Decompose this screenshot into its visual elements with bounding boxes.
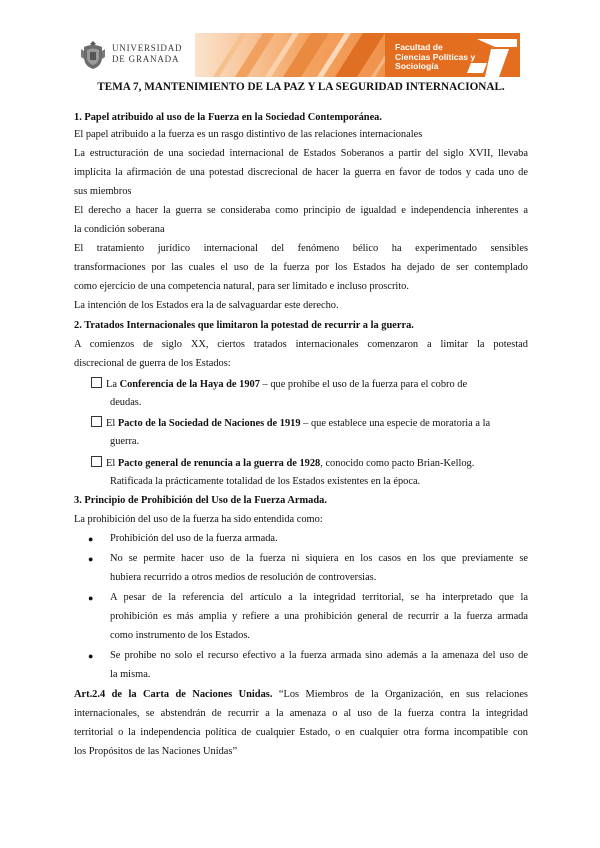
- bullet-icon: ●: [88, 534, 94, 544]
- crest-icon: [80, 40, 106, 70]
- treaty-continuation: Ratificada la prácticamente totalidad de los Estados existentes en la época.: [110, 476, 421, 487]
- treaty-name: Pacto general de renuncia a la guerra de 1928: [117, 458, 321, 469]
- checkbox-icon: [91, 416, 102, 427]
- faculty-line2: Ciencias Políticas y Sociología: [395, 51, 476, 71]
- prohibition-item: A pesar de la referencia del artículo a la integridad territorial, se ha interpretado que la: [110, 592, 528, 603]
- section-2-heading: 2. Tratados Internacionales que limitaron la potestad de recurrir a la guerra.: [74, 320, 414, 331]
- bullet-icon: ●: [88, 651, 94, 661]
- checkbox-icon: [91, 456, 102, 467]
- s2-intro-line-2: discrecional de guerra de los Estados:: [74, 358, 231, 369]
- treaty-description: , conocido como pacto Brian-Kellog.: [320, 458, 475, 469]
- prohibition-item-continuation: prohibición es más amplia y refiere a una prohibición general de recurrir a la fuerza armada: [110, 611, 528, 622]
- prohibition-item-continuation: como instrumento de los Estados.: [110, 630, 250, 641]
- prohibition-item-continuation: hubiera recurrido a otros medios de resolución de controversias.: [110, 572, 377, 583]
- charter-article-line-2: internacionales, se abstendrán de recurrir a la amenaza o al uso de la fuerza contra la integridad: [74, 708, 528, 719]
- charter-article-line-3: territorial o la independencia política de cualquier Estado, o en cualquier otra forma incompatible con: [74, 727, 528, 738]
- document-title: TEMA 7, MANTENIMIENTO DE LA PAZ Y LA SEGURIDAD INTERNACIONAL.: [97, 81, 505, 93]
- university-line2: DE GRANADA: [112, 54, 180, 64]
- treaty-name: Conferencia de la Haya de 1907: [119, 379, 260, 390]
- treaty-name: Pacto de la Sociedad de Naciones de 1919: [117, 418, 301, 429]
- s1-paragraph-2-line-1: La estructuración de una sociedad internacional de Estados Soberanos a partir del siglo XVII, llevaba: [74, 148, 528, 159]
- treaty-continuation: deudas.: [110, 397, 142, 408]
- university-name: [112, 43, 182, 65]
- s1-paragraph-4-line-3: como ejercicio de una competencia natural, para ser limitado e incluso proscrito.: [74, 281, 409, 292]
- charter-article-line-1: [74, 688, 528, 702]
- prohibition-item: No se permite hacer uso de la fuerza ni siquiera en los casos en los que previamente se: [110, 553, 528, 564]
- treaty-item: [91, 377, 528, 392]
- section-3-heading: 3. Principio de Prohibición del Uso de la Fuerza Armada.: [74, 495, 327, 506]
- s1-paragraph-1: El papel atribuido a la fuerza es un rasgo distintivo de las relaciones internacionales: [74, 129, 423, 140]
- s1-paragraph-3-line-2: la condición soberana: [74, 224, 165, 235]
- s1-paragraph-5: La intención de los Estados era la de salvaguardar este derecho.: [74, 300, 339, 311]
- university-logo: [80, 40, 192, 70]
- treaty-description: – que prohíbe el uso de la fuerza para el cobro de: [259, 379, 468, 390]
- s3-intro: La prohibición del uso de la fuerza ha sido entendida como:: [74, 514, 323, 525]
- faculty-line1: Facultad de: [395, 42, 443, 52]
- bullet-icon: ●: [88, 593, 94, 603]
- prohibition-item: Prohibición del uso de la fuerza armada.: [110, 533, 278, 544]
- treaty-description: – que establece una especie de moratoria a la: [300, 418, 491, 429]
- treaty-item: [91, 456, 528, 471]
- prohibition-item-continuation: la misma.: [110, 669, 151, 680]
- charter-article-ref: Art.2.4 de la Carta de Naciones Unidas.: [74, 689, 273, 700]
- prohibition-item: Se prohíbe no solo el recurso efectivo a la fuerza armada sino además a la amenaza del uso de: [110, 650, 528, 661]
- s1-paragraph-4-line-1: El tratamiento jurídico internacional del fenómeno bélico ha experimentado sensibles: [74, 243, 528, 254]
- faculty-name: [395, 43, 520, 72]
- s1-paragraph-2-line-2: implícita la afirmación de una potestad discrecional de hacer la guerra en favor de todos y cada uno de: [74, 167, 528, 178]
- s2-intro-line-1: A comienzos de siglo XX, ciertos tratados internacionales comenzaron a limitar la potestad: [74, 339, 528, 350]
- treaty-prefix: El: [106, 458, 118, 469]
- s1-paragraph-2-line-3: sus miembros: [74, 186, 132, 197]
- treaty-item: [91, 416, 528, 431]
- s1-paragraph-4-line-2: transformaciones por las cuales el uso de la fuerza por los Estados ha dejado de ser contemplado: [74, 262, 528, 273]
- charter-article-line-4: los Propósitos de las Naciones Unidas”: [74, 746, 238, 757]
- section-1-heading: 1. Papel atribuido al uso de la Fuerza en la Sociedad Contemporánea.: [74, 112, 382, 123]
- charter-article-quote-start: “Los Miembros de la Organización, en sus relaciones: [272, 689, 528, 700]
- bullet-icon: ●: [88, 554, 94, 564]
- checkbox-icon: [91, 377, 102, 388]
- treaty-prefix: La: [106, 379, 120, 390]
- page-header: [0, 0, 600, 84]
- university-line1: UNIVERSIDAD: [112, 43, 183, 53]
- s1-paragraph-3-line-1: El derecho a hacer la guerra se consideraba como principio de igualdad e independencia inherentes a: [74, 205, 528, 216]
- faculty-banner: [195, 33, 520, 77]
- treaty-prefix: El: [106, 418, 118, 429]
- treaty-continuation: guerra.: [110, 436, 140, 447]
